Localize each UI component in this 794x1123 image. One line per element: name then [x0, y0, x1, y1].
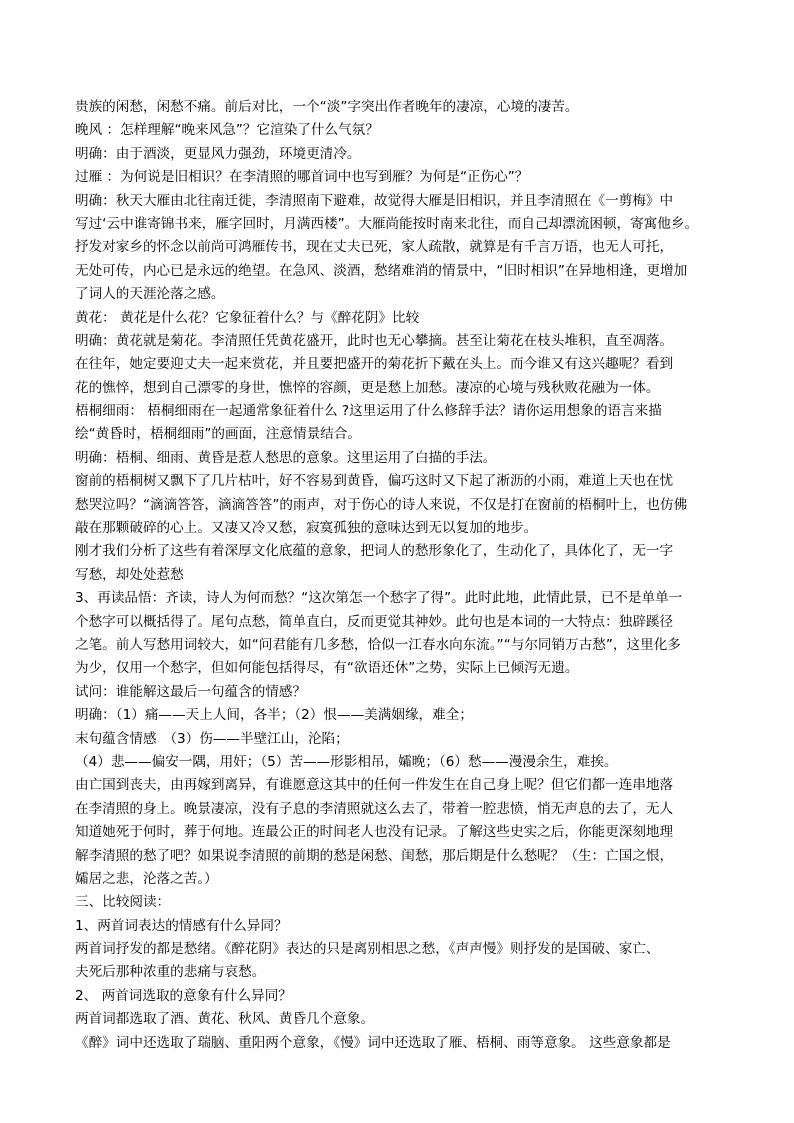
text-line: 2、 两首词选取的意象有什么异同？: [75, 987, 292, 1004]
text-line: 末句蕴含情感 （3）伤——半壁江山，沦陷；: [75, 730, 349, 747]
text-line: 个愁字可以概括得了。尾句点愁，简单直白，反而更觉其神妙。此句也是本词的一大特点：独辟蹊径: [75, 613, 674, 630]
text-line: 明确：（1）痛——天上人间，各半；（2）恨——美满姻缘，难全；: [75, 707, 473, 724]
text-line: 愁哭泣吗？“滴滴答答，滴滴答答”的雨声，对于伤心的诗人来说，不仅是打在窗前的梧桐叶上，也仿佛: [75, 496, 688, 513]
text-line: 两首词都选取了酒、黄花、秋风、黄昏几个意象。: [75, 1011, 375, 1028]
text-line: 《醉》词中还选取了瑞脑、重阳两个意象，《慢》词中还选取了雁、梧桐、雨等意象。 这些意象都是: [75, 1034, 671, 1051]
text-line: 黄花： 黄花是什么花？它象征着什么？与《醉花阴》比较: [75, 309, 420, 326]
text-line: 之笔。前人写愁用词较大，如“问君能有几多愁，恰似一江春水向东流。”“与尔同销万古愁”，这里化多: [75, 636, 681, 653]
text-line: 花的憔悴，想到自己漂零的身世，憔悴的容颜，更是愁上加愁。凄凉的心境与残秋败花融为一体。: [75, 379, 660, 396]
text-line: 明确：梧桐、细雨、黄昏是惹人愁思的意象。这里运用了白描的手法。: [75, 449, 497, 466]
text-line: （4）悲——偏安一隅，用奸；（5）苦——形影相吊，孀晚；（6）愁——漫漫余生，难挨。: [75, 753, 618, 770]
text-line: 知道她死于何时，葬于何地。连最公正的时间老人也没有记录。了解这些史实之后，你能更深刻地理: [75, 824, 674, 841]
text-line: 1、两首词表达的情感有什么异同？: [75, 917, 288, 934]
text-line: 刚才我们分析了这些有着深厚文化底蕴的意象，把词人的愁形象化了，生动化了，具体化了，无一字: [75, 543, 674, 560]
text-line: 绘“黄昏时，梧桐细雨”的画面，注意情景结合。: [75, 426, 361, 443]
text-line: 三、比较阅读：: [75, 894, 171, 911]
text-line: 两首词抒发的都是愁绪。《醉花阴》表达的只是离别相思之愁，《声声慢》则抒发的是国破、家亡、: [75, 941, 660, 958]
text-line: 无处可传，内心已是永远的绝望。在急风、淡酒，愁绪难消的情景中，“旧时相识”在异地相逢，更增加: [75, 262, 688, 279]
text-line: 了词人的天涯沦落之感。: [75, 286, 225, 303]
text-line: 写愁，却处处惹愁: [75, 566, 184, 583]
text-line: 3、再读品悟：齐读，诗人为何而愁？“这次第怎一个愁字了得”。此时此地，此情此景，已不是单单一: [75, 590, 683, 607]
text-line: 明确：秋天大雁由北往南迁徙，李清照南下避难，故觉得大雁是旧相识，并且李清照在《一剪梅》中: [75, 192, 674, 209]
text-line: 为少，仅用一个愁字，但如何能包括得尽，有“欲语还休”之势，实际上已倾泻无遗。: [75, 660, 579, 677]
text-line: 孀居之悲，沦落之苦。）: [75, 870, 218, 887]
text-line: 敲在那颗破碎的心上。又凄又冷又愁，寂寞孤独的意味达到无以复加的地步。: [75, 520, 538, 537]
text-line: 写过‘云中谁寄锦书来，雁字回时，月满西楼”。大雁尚能按时南来北往，而自己却漂流困顿，寄寓他乡。: [75, 215, 699, 232]
text-line: 解李清照的愁了吧？如果说李清照的前期的愁是闲愁、闺愁，那后期是什么愁呢？（生：亡国之恨，: [75, 847, 674, 864]
text-line: 梧桐细雨： 梧桐细雨在一起通常象征着什么 ?这里运用了什么修辞手法？请你运用想象的语言来描: [75, 403, 662, 420]
text-line: 窗前的梧桐树又飘下了几片枯叶，好不容易到黄昏，偏巧这时又下起了淅沥的小雨，难道上天也在忧: [75, 473, 674, 490]
text-line: 贵族的闲愁，闲愁不痛。前后对比，一个“淡”字突出作者晚年的凄凉，心境的凄苦。: [75, 99, 579, 115]
text-line: 夫死后那种浓重的悲痛与哀愁。: [75, 964, 266, 981]
text-line: 明确：黄花就是菊花。李清照任凭黄花盛开，此时也无心攀摘。甚至让菊花在枝头堆积，直至凋落。: [75, 332, 674, 349]
text-line: 抒发对家乡的怀念以前尚可鸿雁传书，现在丈夫已死，家人疏散，就算是有千言万语，也无人可托，: [75, 239, 674, 256]
text-line: 试问：谁能解这最后一句蕴含的情感？: [75, 683, 307, 700]
text-line: 过雁 ：为何说是旧相识？在李清照的哪首词中也写到雁？为何是“正伤心”？: [75, 169, 529, 186]
text-line: 明确：由于酒淡，更显风力强劲，环境更清冷。: [75, 145, 361, 162]
text-line: 在往年，她定要迎丈夫一起来赏花，并且要把盛开的菊花折下戴在头上。而今谁又有这兴趣呢？看到: [75, 356, 674, 373]
document-page: [75, 96, 723, 1055]
text-line: 在李清照的身上。晚景凄凉，没有子息的李清照就这么去了，带着一腔悲愤，悄无声息的去了，无人: [75, 800, 674, 817]
text-line: 由亡国到丧夫，由再嫁到离异，有谁愿意这其中的任何一件发生在自己身上呢？但它们都一连串地落: [75, 777, 674, 794]
text-line: 晚风 ：怎样理解“晚来风急”？它渲染了什么气氛？: [75, 122, 379, 139]
